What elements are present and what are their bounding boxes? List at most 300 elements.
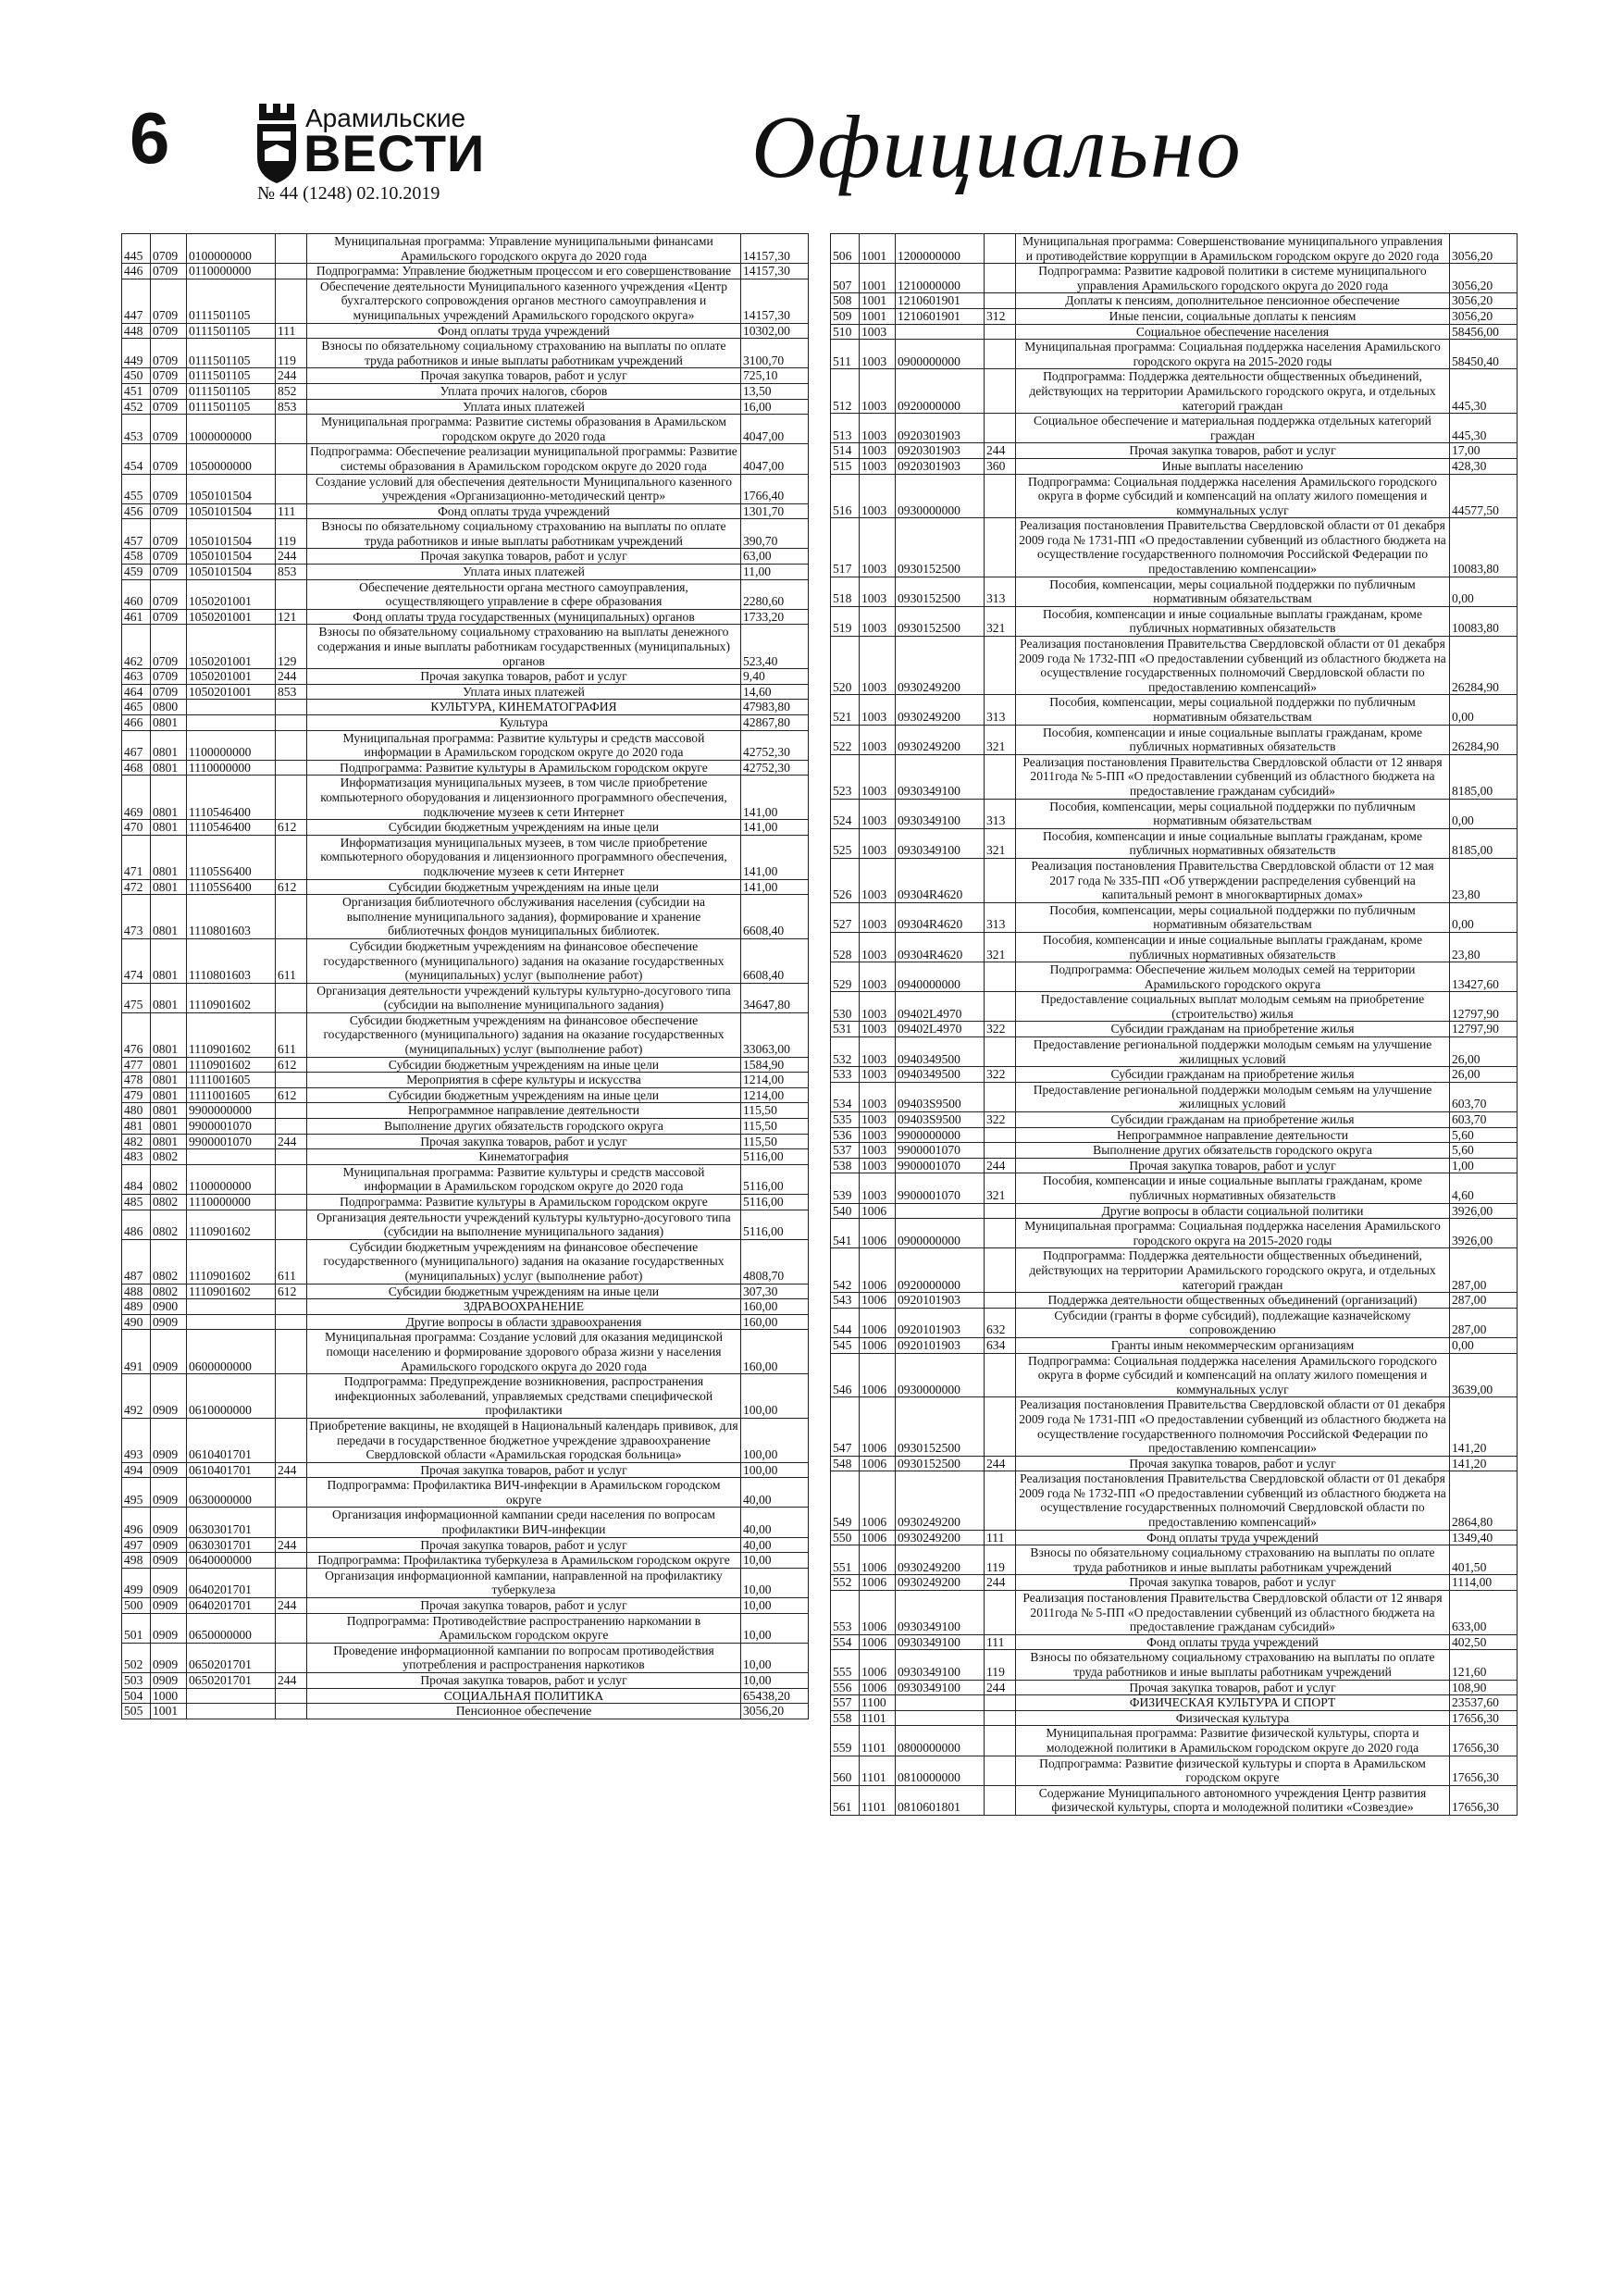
issue-info: № 44 (1248) 02.10.2019 bbox=[257, 183, 440, 204]
row-amount: 0,00 bbox=[1450, 577, 1518, 606]
row-name: Прочая закупка товаров, работ и услуг bbox=[307, 1598, 741, 1614]
expense-type-code bbox=[985, 1695, 1016, 1711]
table-row bbox=[122, 684, 809, 700]
row-amount: 0,00 bbox=[1450, 695, 1518, 725]
expense-type-code: 360 bbox=[985, 458, 1016, 474]
section-code: 1000 bbox=[151, 1688, 187, 1704]
target-code: 0920301903 bbox=[896, 443, 985, 459]
table-row bbox=[831, 443, 1518, 459]
row-amount: 14157,30 bbox=[741, 279, 809, 323]
row-number: 529 bbox=[831, 962, 860, 992]
row-name: Фонд оплаты труда учреждений bbox=[1016, 1530, 1450, 1545]
expense-type-code bbox=[985, 518, 1016, 577]
row-amount: 3639,00 bbox=[1450, 1353, 1518, 1397]
row-amount: 3056,20 bbox=[741, 1704, 809, 1719]
target-code bbox=[187, 1149, 276, 1165]
row-number: 555 bbox=[831, 1650, 860, 1680]
expense-type-code: 244 bbox=[276, 669, 307, 685]
row-amount: 42752,30 bbox=[741, 760, 809, 776]
expense-type-code: 321 bbox=[985, 725, 1016, 754]
section-code: 0909 bbox=[151, 1598, 187, 1614]
row-name: Подпрограмма: Поддержка деятельности общественных объединений, действующих на территории Арамильского городского округа, и отдельных категорий граждан bbox=[1016, 1248, 1450, 1293]
target-code: 1100000000 bbox=[187, 730, 276, 760]
page-number: 6 bbox=[130, 97, 170, 179]
expense-type-code: 244 bbox=[985, 1575, 1016, 1591]
row-name: Прочая закупка товаров, работ и услуг bbox=[1016, 1680, 1450, 1695]
section-code: 1006 bbox=[860, 1397, 896, 1456]
row-name: Субсидии гражданам на приобретение жилья bbox=[1016, 1022, 1450, 1037]
table-row bbox=[831, 858, 1518, 902]
expense-type-code: 244 bbox=[985, 1456, 1016, 1471]
row-number: 534 bbox=[831, 1082, 860, 1111]
section-code: 1001 bbox=[860, 308, 896, 324]
table-row bbox=[122, 1087, 809, 1103]
row-number: 514 bbox=[831, 443, 860, 459]
expense-type-code bbox=[276, 760, 307, 776]
row-number: 486 bbox=[122, 1210, 151, 1239]
table-row bbox=[122, 1537, 809, 1553]
expense-type-code bbox=[985, 1082, 1016, 1111]
row-name: Субсидии бюджетным учреждениям на иные цели bbox=[307, 879, 741, 895]
expense-type-code bbox=[276, 279, 307, 323]
row-number: 542 bbox=[831, 1248, 860, 1293]
section-code: 1001 bbox=[860, 234, 896, 264]
section-code: 0709 bbox=[151, 669, 187, 685]
expense-type-code: 244 bbox=[985, 1158, 1016, 1173]
target-code: 1210000000 bbox=[896, 264, 985, 293]
expense-type-code bbox=[276, 1478, 307, 1508]
expense-type-code bbox=[276, 1418, 307, 1462]
target-code: 0930152500 bbox=[896, 1397, 985, 1456]
row-amount: 17656,30 bbox=[1450, 1785, 1518, 1815]
table-row bbox=[831, 637, 1518, 695]
expense-type-code: 321 bbox=[985, 932, 1016, 962]
row-name: Уплата иных платежей bbox=[307, 399, 741, 415]
expense-type-code bbox=[276, 895, 307, 939]
section-code: 0801 bbox=[151, 983, 187, 1012]
row-name: Субсидии бюджетным учреждениям на финансовое обеспечение государственного (муниципального) задания на оказание государственных (муниципальных) услуг (выполнение работ) bbox=[307, 1012, 741, 1057]
target-code: 0640201701 bbox=[187, 1598, 276, 1614]
table-row bbox=[831, 577, 1518, 606]
row-number: 540 bbox=[831, 1203, 860, 1219]
table-row bbox=[831, 1710, 1518, 1726]
expense-type-code: 121 bbox=[276, 609, 307, 625]
expense-type-code: 632 bbox=[985, 1308, 1016, 1337]
target-code: 0930249200 bbox=[896, 1575, 985, 1591]
section-code: 0801 bbox=[151, 1134, 187, 1149]
table-row bbox=[831, 902, 1518, 932]
expense-type-code bbox=[276, 1073, 307, 1088]
target-code: 0930349100 bbox=[896, 1680, 985, 1695]
expense-type-code: 612 bbox=[276, 1057, 307, 1073]
section-code: 0909 bbox=[151, 1537, 187, 1553]
table-row bbox=[831, 725, 1518, 754]
section-code: 0802 bbox=[151, 1210, 187, 1239]
expense-type-code bbox=[276, 1103, 307, 1119]
row-name: Субсидии (гранты в форме субсидий), подлежащие казначейскому сопровождению bbox=[1016, 1308, 1450, 1337]
expense-type-code bbox=[276, 1299, 307, 1315]
row-amount: 121,60 bbox=[1450, 1650, 1518, 1680]
row-amount: 10302,00 bbox=[741, 323, 809, 339]
row-amount: 141,00 bbox=[741, 879, 809, 895]
section-code: 0909 bbox=[151, 1418, 187, 1462]
row-number: 469 bbox=[122, 776, 151, 820]
row-amount: 5116,00 bbox=[741, 1164, 809, 1194]
row-amount: 725,10 bbox=[741, 368, 809, 384]
table-row bbox=[122, 1299, 809, 1315]
section-code: 1006 bbox=[860, 1293, 896, 1309]
row-amount: 141,00 bbox=[741, 820, 809, 836]
target-code: 0920101903 bbox=[896, 1293, 985, 1309]
row-amount: 13,50 bbox=[741, 383, 809, 399]
section-code: 1006 bbox=[860, 1530, 896, 1545]
section-code: 1003 bbox=[860, 695, 896, 725]
section-code: 1003 bbox=[860, 1067, 896, 1083]
expense-type-code: 244 bbox=[276, 1673, 307, 1689]
row-name: Обеспечение деятельности органа местного самоуправления, осуществляющего управление в сфере образования bbox=[307, 579, 741, 609]
target-code bbox=[896, 1710, 985, 1726]
row-amount: 100,00 bbox=[741, 1462, 809, 1478]
budget-table-left bbox=[121, 233, 809, 1719]
row-amount: 115,50 bbox=[741, 1119, 809, 1135]
row-amount: 3056,20 bbox=[1450, 308, 1518, 324]
expense-type-code: 612 bbox=[276, 1284, 307, 1299]
row-amount: 17656,30 bbox=[1450, 1726, 1518, 1756]
table-row bbox=[122, 1330, 809, 1374]
target-code: 0630301701 bbox=[187, 1537, 276, 1553]
section-code: 0802 bbox=[151, 1195, 187, 1210]
expense-type-code bbox=[276, 1330, 307, 1374]
expense-type-code bbox=[985, 474, 1016, 518]
row-name: Муниципальная программа: Совершенствование муниципального управления и противодействие коррупции в Арамильском городском округе до 2020 года bbox=[1016, 234, 1450, 264]
table-row bbox=[122, 1673, 809, 1689]
section-code: 1003 bbox=[860, 932, 896, 962]
row-number: 494 bbox=[122, 1462, 151, 1478]
row-number: 558 bbox=[831, 1710, 860, 1726]
row-amount: 402,50 bbox=[1450, 1634, 1518, 1650]
row-name: Другие вопросы в области здравоохранения bbox=[307, 1314, 741, 1330]
row-name: Субсидии бюджетным учреждениям на иные цели bbox=[307, 820, 741, 836]
table-row bbox=[831, 754, 1518, 799]
row-number: 451 bbox=[122, 383, 151, 399]
section-code: 1003 bbox=[860, 458, 896, 474]
row-number: 516 bbox=[831, 474, 860, 518]
row-amount: 10,00 bbox=[741, 1643, 809, 1672]
section-code: 0909 bbox=[151, 1478, 187, 1508]
expense-type-code bbox=[276, 1149, 307, 1165]
row-number: 527 bbox=[831, 902, 860, 932]
row-name: Подпрограмма: Обеспечение жильем молодых семей на территории Арамильского городского округа bbox=[1016, 962, 1450, 992]
target-code bbox=[187, 1314, 276, 1330]
table-row bbox=[831, 1456, 1518, 1471]
row-number: 523 bbox=[831, 754, 860, 799]
row-amount: 4047,00 bbox=[741, 444, 809, 474]
row-amount: 445,30 bbox=[1450, 414, 1518, 443]
table-row bbox=[122, 1284, 809, 1299]
row-number: 512 bbox=[831, 369, 860, 414]
expense-type-code: 244 bbox=[276, 1598, 307, 1614]
table-row bbox=[122, 399, 809, 415]
table-row bbox=[831, 308, 1518, 324]
row-name: Прочая закупка товаров, работ и услуг bbox=[307, 368, 741, 384]
target-code: 11105S6400 bbox=[187, 835, 276, 879]
table-row bbox=[831, 340, 1518, 369]
row-amount: 3926,00 bbox=[1450, 1219, 1518, 1248]
table-row bbox=[831, 1082, 1518, 1111]
target-code: 0920301903 bbox=[896, 458, 985, 474]
expense-type-code bbox=[985, 234, 1016, 264]
section-code: 1001 bbox=[860, 264, 896, 293]
row-name: Организация деятельности учреждений культуры культурно-досугового типа (субсидии на выполнение муниципального задания) bbox=[307, 983, 741, 1012]
row-name: ЗДРАВООХРАНЕНИЕ bbox=[307, 1299, 741, 1315]
table-row bbox=[831, 293, 1518, 309]
section-code: 0800 bbox=[151, 700, 187, 715]
row-amount: 2280,60 bbox=[741, 579, 809, 609]
expense-type-code: 111 bbox=[985, 1530, 1016, 1545]
target-code: 0610401701 bbox=[187, 1462, 276, 1478]
row-number: 446 bbox=[122, 264, 151, 279]
section-code: 0909 bbox=[151, 1568, 187, 1597]
table-row bbox=[831, 1634, 1518, 1650]
row-name: Пособия, компенсации и иные социальные выплаты гражданам, кроме публичных нормативных обязательств bbox=[1016, 1173, 1450, 1203]
row-number: 484 bbox=[122, 1164, 151, 1194]
target-code: 1050101504 bbox=[187, 474, 276, 503]
expense-type-code bbox=[985, 1756, 1016, 1785]
row-number: 480 bbox=[122, 1103, 151, 1119]
target-code: 1050201001 bbox=[187, 625, 276, 669]
expense-type-code bbox=[276, 444, 307, 474]
row-number: 551 bbox=[831, 1545, 860, 1575]
row-amount: 633,00 bbox=[1450, 1591, 1518, 1635]
row-name: Информатизация муниципальных музеев, в том числе приобретение компьютерного оборудования и лицензионного программного обеспечения, подключение музеев к сети Интернет bbox=[307, 835, 741, 879]
row-number: 450 bbox=[122, 368, 151, 384]
expense-type-code bbox=[985, 1037, 1016, 1067]
target-code: 0900000000 bbox=[896, 1219, 985, 1248]
section-code: 1003 bbox=[860, 340, 896, 369]
target-code: 0930249200 bbox=[896, 695, 985, 725]
section-code: 1006 bbox=[860, 1545, 896, 1575]
table-row bbox=[831, 932, 1518, 962]
row-number: 525 bbox=[831, 828, 860, 858]
table-row bbox=[122, 1149, 809, 1165]
target-code: 1050201001 bbox=[187, 609, 276, 625]
row-amount: 14157,30 bbox=[741, 234, 809, 264]
target-code: 0111501105 bbox=[187, 368, 276, 384]
table-row bbox=[122, 415, 809, 444]
table-row bbox=[831, 1173, 1518, 1203]
table-row bbox=[122, 1239, 809, 1284]
target-code: 0650000000 bbox=[187, 1613, 276, 1643]
target-code: 0610401701 bbox=[187, 1418, 276, 1462]
expense-type-code bbox=[276, 1210, 307, 1239]
target-code: 1000000000 bbox=[187, 415, 276, 444]
section-code: 0801 bbox=[151, 820, 187, 836]
row-number: 503 bbox=[122, 1673, 151, 1689]
section-code: 0709 bbox=[151, 579, 187, 609]
target-code: 0100000000 bbox=[187, 234, 276, 264]
target-code: 1050000000 bbox=[187, 444, 276, 474]
target-code: 9900001070 bbox=[896, 1173, 985, 1203]
row-name: Пособия, компенсации и иные социальные выплаты гражданам, кроме публичных нормативных обязательств bbox=[1016, 828, 1450, 858]
row-amount: 23,80 bbox=[1450, 932, 1518, 962]
section-code: 0801 bbox=[151, 1119, 187, 1135]
row-name: Предоставление региональной поддержки молодым семьям на улучшение жилищных условий bbox=[1016, 1037, 1450, 1067]
row-number: 510 bbox=[831, 324, 860, 340]
row-number: 536 bbox=[831, 1127, 860, 1143]
expense-type-code bbox=[985, 264, 1016, 293]
expense-type-code bbox=[276, 776, 307, 820]
table-row bbox=[831, 962, 1518, 992]
row-name: Муниципальная программа: Управление муниципальными финансами Арамильского городского округа до 2020 года bbox=[307, 234, 741, 264]
row-number: 471 bbox=[122, 835, 151, 879]
table-row bbox=[122, 1195, 809, 1210]
table-row bbox=[122, 669, 809, 685]
table-row bbox=[122, 895, 809, 939]
row-number: 509 bbox=[831, 308, 860, 324]
target-code: 09304R4620 bbox=[896, 858, 985, 902]
section-code: 0709 bbox=[151, 549, 187, 565]
table-row bbox=[831, 695, 1518, 725]
row-number: 483 bbox=[122, 1149, 151, 1165]
row-amount: 287,00 bbox=[1450, 1308, 1518, 1337]
row-amount: 115,50 bbox=[741, 1103, 809, 1119]
row-name: Прочая закупка товаров, работ и услуг bbox=[307, 1462, 741, 1478]
row-name: Прочая закупка товаров, работ и услуг bbox=[1016, 1158, 1450, 1173]
section-code: 1003 bbox=[860, 1022, 896, 1037]
table-row bbox=[122, 730, 809, 760]
expense-type-code bbox=[276, 1119, 307, 1135]
row-amount: 287,00 bbox=[1450, 1248, 1518, 1293]
expense-type-code bbox=[276, 730, 307, 760]
target-code: 0920301903 bbox=[896, 414, 985, 443]
row-number: 520 bbox=[831, 637, 860, 695]
page-header bbox=[0, 0, 1623, 222]
expense-type-code: 119 bbox=[276, 519, 307, 549]
target-code: 9900000000 bbox=[896, 1127, 985, 1143]
row-number: 445 bbox=[122, 234, 151, 264]
section-code: 0801 bbox=[151, 895, 187, 939]
target-code: 09403S9500 bbox=[896, 1082, 985, 1111]
row-amount: 523,40 bbox=[741, 625, 809, 669]
section-code: 1003 bbox=[860, 324, 896, 340]
target-code: 0800000000 bbox=[896, 1726, 985, 1756]
row-amount: 1766,40 bbox=[741, 474, 809, 503]
row-number: 447 bbox=[122, 279, 151, 323]
section-code: 0909 bbox=[151, 1462, 187, 1478]
section-code: 1003 bbox=[860, 369, 896, 414]
expense-type-code bbox=[276, 715, 307, 731]
expense-type-code bbox=[276, 1643, 307, 1672]
row-amount: 141,00 bbox=[741, 835, 809, 879]
row-number: 513 bbox=[831, 414, 860, 443]
row-number: 559 bbox=[831, 1726, 860, 1756]
row-name: Выполнение других обязательств городского округа bbox=[307, 1119, 741, 1135]
table-row bbox=[831, 324, 1518, 340]
target-code: 0630000000 bbox=[187, 1478, 276, 1508]
table-row bbox=[122, 383, 809, 399]
row-amount: 10,00 bbox=[741, 1553, 809, 1569]
table-row bbox=[122, 1012, 809, 1057]
expense-type-code bbox=[985, 1726, 1016, 1756]
target-code: 1050101504 bbox=[187, 503, 276, 519]
section-code: 1003 bbox=[860, 474, 896, 518]
target-code: 0810000000 bbox=[896, 1756, 985, 1785]
table-row bbox=[122, 1613, 809, 1643]
target-code: 1050201001 bbox=[187, 669, 276, 685]
expense-type-code: 111 bbox=[985, 1634, 1016, 1650]
row-name: Фонд оплаты труда учреждений bbox=[307, 503, 741, 519]
expense-type-code: 313 bbox=[985, 799, 1016, 828]
row-amount: 23,80 bbox=[1450, 858, 1518, 902]
row-name: Фонд оплаты труда учреждений bbox=[1016, 1634, 1450, 1650]
row-number: 467 bbox=[122, 730, 151, 760]
row-amount: 603,70 bbox=[1450, 1112, 1518, 1128]
table-row bbox=[831, 1397, 1518, 1456]
target-code: 09402L4970 bbox=[896, 1022, 985, 1037]
section-code: 1006 bbox=[860, 1650, 896, 1680]
row-amount: 40,00 bbox=[741, 1508, 809, 1537]
expense-type-code: 321 bbox=[985, 828, 1016, 858]
row-number: 532 bbox=[831, 1037, 860, 1067]
row-number: 496 bbox=[122, 1508, 151, 1537]
table-row bbox=[831, 1143, 1518, 1159]
expense-type-code: 119 bbox=[276, 339, 307, 368]
row-amount: 12797,90 bbox=[1450, 1022, 1518, 1037]
table-row bbox=[122, 1134, 809, 1149]
table-row bbox=[831, 264, 1518, 293]
table-row bbox=[122, 368, 809, 384]
expense-type-code: 853 bbox=[276, 399, 307, 415]
table-row bbox=[122, 503, 809, 519]
table-row bbox=[831, 1695, 1518, 1711]
row-name: Прочая закупка товаров, работ и услуг bbox=[1016, 443, 1450, 459]
row-number: 457 bbox=[122, 519, 151, 549]
target-code: 09403S9500 bbox=[896, 1112, 985, 1128]
row-number: 526 bbox=[831, 858, 860, 902]
row-name: Пособия, компенсации, меры социальной поддержки по публичным нормативным обязательствам bbox=[1016, 902, 1450, 932]
table-row bbox=[831, 1037, 1518, 1067]
target-code: 0930349100 bbox=[896, 754, 985, 799]
expense-type-code: 244 bbox=[276, 368, 307, 384]
row-name: Приобретение вакцины, не входящей в Национальный календарь прививок, для передачи в государственное бюджетное учреждение здравоохранение Свердловской области «Арамильская городская больница» bbox=[307, 1418, 741, 1462]
row-number: 561 bbox=[831, 1785, 860, 1815]
table-row bbox=[122, 579, 809, 609]
table-row bbox=[831, 1591, 1518, 1635]
section-code: 1003 bbox=[860, 1127, 896, 1143]
section-code: 0909 bbox=[151, 1374, 187, 1419]
section-code: 1006 bbox=[860, 1248, 896, 1293]
row-amount: 8185,00 bbox=[1450, 754, 1518, 799]
row-name: Реализация постановления Правительства Свердловской области от 12 января 2011года № 5-ПП «О предоставлении субвенций из областного бюджета на предоставление гражданам субсидий» bbox=[1016, 754, 1450, 799]
table-row bbox=[122, 234, 809, 264]
expense-type-code bbox=[276, 1688, 307, 1704]
section-code: 1003 bbox=[860, 1082, 896, 1111]
row-name: Уплата прочих налогов, сборов bbox=[307, 383, 741, 399]
row-name: СОЦИАЛЬНАЯ ПОЛИТИКА bbox=[307, 1688, 741, 1704]
expense-type-code: 321 bbox=[985, 1173, 1016, 1203]
row-number: 470 bbox=[122, 820, 151, 836]
row-number: 522 bbox=[831, 725, 860, 754]
row-name: Прочая закупка товаров, работ и услуг bbox=[307, 1673, 741, 1689]
row-number: 538 bbox=[831, 1158, 860, 1173]
row-name: Другие вопросы в области социальной политики bbox=[1016, 1203, 1450, 1219]
row-number: 501 bbox=[122, 1613, 151, 1643]
row-number: 506 bbox=[831, 234, 860, 264]
section-code: 0709 bbox=[151, 368, 187, 384]
row-number: 535 bbox=[831, 1112, 860, 1128]
row-name: Реализация постановления Правительства Свердловской области от 12 января 2011года № 5-ПП «О предоставлении субвенций из областного бюджета на предоставление гражданам субсидий» bbox=[1016, 1591, 1450, 1635]
target-code: 0110000000 bbox=[187, 264, 276, 279]
